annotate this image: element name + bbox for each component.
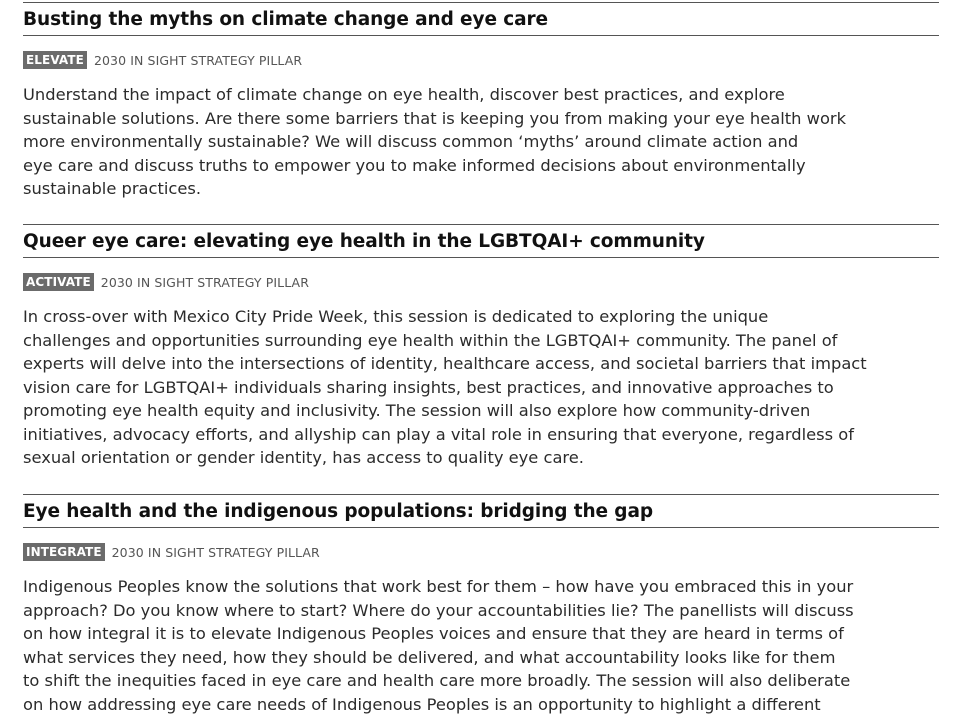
description-line: challenges and opportunities surrounding eye health within the LGBTQAI+ community. The panel of (23, 330, 838, 350)
description-line: vision care for LGBTQAI+ individuals sharing insights, best practices, and innovative approaches to (23, 377, 834, 397)
description-line: Understand the impact of climate change on eye health, discover best practices, and explore (23, 85, 785, 104)
session-climate-change (23, 2, 939, 201)
description-line: approach? Do you know where to start? Where do your accountabilities lie? The panellists will discuss (23, 600, 854, 620)
session-title: Busting the myths on climate change and eye care (23, 2, 939, 36)
description-line: on how integral it is to elevate Indigenous Peoples voices and ensure that they are heard in terms of (23, 624, 844, 643)
session-description (23, 305, 939, 470)
description-line: sustainable solutions. Are there some barriers that is keeping you from making your eye health work (23, 108, 847, 128)
session-title: Eye health and the indigenous populations: bridging the gap (23, 494, 939, 528)
description-line: eye care and discuss truths to empower you to make informed decisions about environmentally (23, 155, 806, 175)
pillar-row (23, 543, 939, 561)
pillar-badge: INTEGRATE (23, 543, 105, 561)
pillar-label: 2030 IN SIGHT STRATEGY PILLAR (111, 544, 320, 560)
pillar-label: 2030 IN SIGHT STRATEGY PILLAR (100, 274, 309, 290)
description-line: Indigenous Peoples know the solutions that work best for them – how have you embraced this in your (23, 577, 854, 596)
description-line: what services they need, how they should be delivered, and what accountability looks like for them (23, 647, 836, 667)
description-line: sexual orientation or gender identity, has access to quality eye care. (23, 448, 584, 467)
session-title: Queer eye care: elevating eye health in the LGBTQAI+ community (23, 224, 939, 258)
description-line: promoting eye health equity and inclusivity. The session will also explore how community-driven (23, 401, 811, 420)
description-line: more environmentally sustainable? We will discuss common ‘myths’ around climate action and (23, 132, 799, 151)
description-line: In cross-over with Mexico City Pride Week, this session is dedicated to exploring the unique (23, 307, 769, 326)
session-description (23, 575, 939, 716)
pillar-row (23, 51, 939, 69)
session-indigenous-populations (23, 494, 939, 716)
pillar-badge: ACTIVATE (23, 273, 94, 291)
description-line: on how addressing eye care needs of Indigenous Peoples is an opportunity to highlight a different (23, 694, 821, 714)
session-description (23, 83, 939, 201)
description-line: experts will delve into the intersections of identity, healthcare access, and societal barriers that impact (23, 354, 867, 373)
description-line: initiatives, advocacy efforts, and allyship can play a vital role in ensuring that everyone, regardless of (23, 424, 854, 444)
pillar-badge: ELEVATE (23, 51, 87, 69)
pillar-row (23, 273, 939, 291)
session-queer-eye-care (23, 224, 939, 470)
description-line: to shift the inequities faced in eye care and health care more broadly. The session will also deliberate (23, 671, 851, 690)
pillar-label: 2030 IN SIGHT STRATEGY PILLAR (93, 52, 303, 68)
description-line: sustainable practices. (23, 179, 202, 198)
